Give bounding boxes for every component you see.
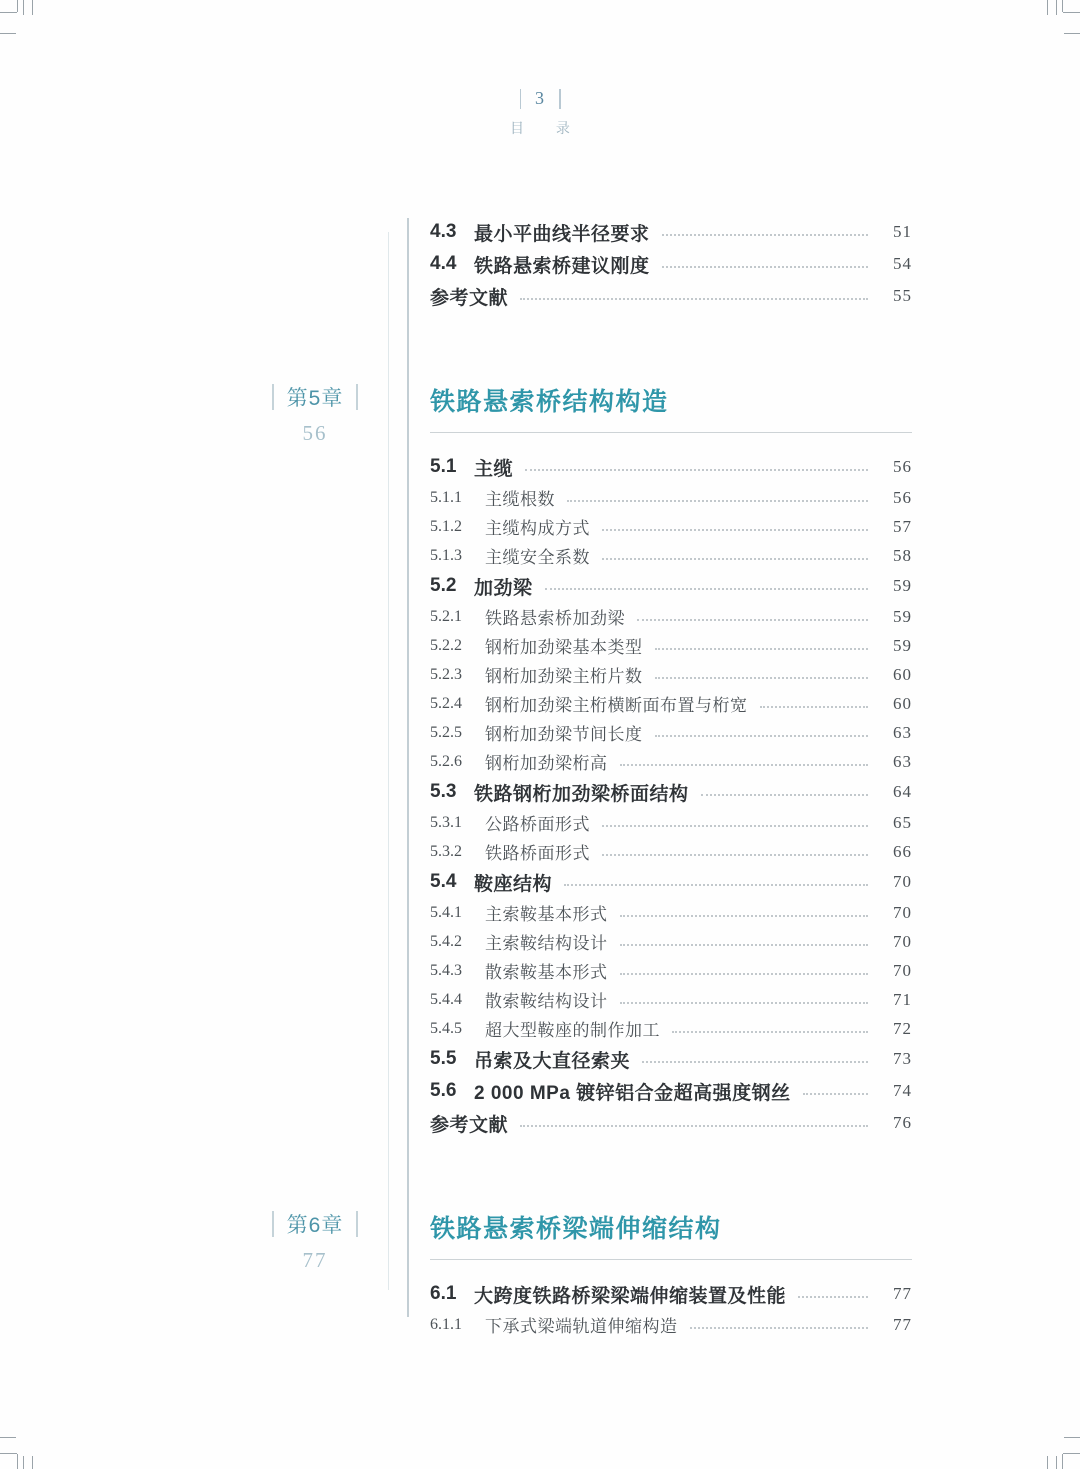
toc-entry-list (430, 451, 912, 1139)
entry-page-number: 71 (893, 989, 912, 1009)
entry-number: 5.3.1 (430, 813, 462, 831)
entry-number: 5.6 (430, 1080, 457, 1101)
chapter-label (240, 1209, 390, 1239)
entry-title: 铁路悬索桥加劲梁 (485, 609, 625, 628)
entry-title: 铁路悬索桥建议刚度 (474, 255, 650, 277)
chapter-heading (286, 384, 912, 445)
entry-page-number: 77 (893, 1314, 912, 1334)
toc-content (286, 216, 912, 1339)
entry-number: 5.2.4 (430, 694, 462, 712)
entry-title: 散索鞍结构设计 (485, 992, 608, 1011)
toc-entry (430, 1107, 912, 1139)
entry-page-number: 63 (893, 751, 912, 771)
folio-tick-right (559, 89, 561, 109)
dot-leader (602, 825, 868, 827)
entry-title: 主缆根数 (485, 490, 555, 509)
toc-entry (430, 660, 912, 689)
dot-leader (620, 1002, 869, 1004)
entry-title: 主缆 (474, 458, 514, 480)
entry-title: 鞍座结构 (474, 873, 553, 895)
chapter-label-text: 第5章 (286, 387, 344, 410)
entry-page-number: 59 (893, 606, 912, 626)
toc-entry (430, 776, 912, 808)
entry-number: 5.4.2 (430, 932, 462, 950)
dot-leader (620, 764, 869, 766)
entry-number: 5.3 (430, 781, 457, 802)
entry-title: 参考文献 (430, 287, 509, 309)
chapter-tick-left (272, 384, 274, 410)
toc-entry (430, 483, 912, 512)
entry-page-number: 59 (893, 576, 912, 595)
entry-page-number: 72 (893, 1018, 912, 1038)
dot-leader (525, 469, 868, 471)
toc-entry (430, 1014, 912, 1043)
entry-page-number: 60 (893, 693, 912, 713)
entry-page-number: 63 (893, 722, 912, 742)
chapter-tick-right (356, 1211, 358, 1237)
entry-title: 超大型鞍座的制作加工 (485, 1021, 660, 1040)
toc-entry (430, 866, 912, 898)
toc-entry (430, 451, 912, 483)
entry-title: 散索鞍基本形式 (485, 963, 608, 982)
chapter-title: 铁路悬索桥梁端伸缩结构 (430, 1215, 722, 1243)
dot-leader (567, 500, 868, 502)
entry-title: 参考文献 (430, 1114, 509, 1136)
entry-number: 5.1 (430, 456, 457, 477)
dot-leader (655, 735, 869, 737)
chapter-start-page: 56 (302, 421, 328, 445)
chapter-heading (286, 1211, 912, 1272)
chapter-label (240, 382, 390, 412)
dot-leader (545, 588, 868, 590)
dot-leader (798, 1296, 868, 1298)
entry-number: 5.4.4 (430, 990, 462, 1008)
dot-leader (602, 558, 868, 560)
toc-entry (430, 808, 912, 837)
entry-title: 钢桁加劲梁节间长度 (485, 725, 643, 744)
entry-title: 钢桁加劲梁基本类型 (485, 638, 643, 657)
toc-entry (430, 541, 912, 570)
entry-number: 5.2 (430, 575, 457, 596)
entry-title: 钢桁加劲梁主桁横断面布置与桁宽 (485, 696, 748, 715)
entry-number: 5.3.2 (430, 842, 462, 860)
page-header (0, 88, 1080, 138)
chapter-side (240, 382, 390, 446)
toc-entry (430, 837, 912, 866)
entry-number: 5.1.1 (430, 488, 462, 506)
chapter-side (240, 1209, 390, 1273)
entry-number: 5.4 (430, 871, 457, 892)
toc-entry (430, 1075, 912, 1107)
toc-entry (430, 718, 912, 747)
toc-entry (430, 985, 912, 1014)
vertical-rule (407, 218, 409, 1317)
entry-page-number: 70 (893, 931, 912, 951)
toc-entry-list (430, 216, 912, 312)
toc-entry (430, 956, 912, 985)
folio (0, 88, 1080, 109)
entry-number: 5.5 (430, 1048, 457, 1069)
entry-number: 5.4.1 (430, 903, 462, 921)
entry-number: 5.4.3 (430, 961, 462, 979)
dot-leader (602, 854, 868, 856)
entry-number: 6.1 (430, 1283, 457, 1304)
entry-page-number: 58 (893, 545, 912, 565)
entry-title: 铁路桥面形式 (485, 844, 590, 863)
entry-number: 5.2.2 (430, 636, 462, 654)
entry-title: 钢桁加劲梁主桁片数 (485, 667, 643, 686)
dot-leader (637, 619, 868, 621)
entry-page-number: 65 (893, 812, 912, 832)
entry-title: 最小平曲线半径要求 (474, 223, 650, 245)
dot-leader (701, 794, 868, 796)
entry-title: 公路桥面形式 (485, 815, 590, 834)
entry-number: 4.3 (430, 221, 457, 242)
entry-page-number: 60 (893, 664, 912, 684)
entry-page-number: 55 (893, 286, 912, 305)
dot-leader (642, 1061, 868, 1063)
entry-page-number: 70 (893, 960, 912, 980)
toc-title: 目 录 (510, 120, 584, 136)
dot-leader (690, 1327, 869, 1329)
entry-number: 5.2.6 (430, 752, 462, 770)
entry-title: 大跨度铁路桥梁梁端伸缩装置及性能 (474, 1285, 787, 1307)
entry-page-number: 70 (893, 872, 912, 891)
dot-leader (620, 944, 869, 946)
entry-page-number: 74 (893, 1081, 912, 1100)
toc-entry (430, 512, 912, 541)
dot-leader (520, 298, 868, 300)
dot-leader (662, 234, 868, 236)
dot-leader (655, 677, 869, 679)
entry-number: 5.2.1 (430, 607, 462, 625)
chapter-title-rule (430, 432, 912, 433)
dot-leader (620, 915, 869, 917)
chapter-tick-right (356, 384, 358, 410)
entry-number: 5.4.5 (430, 1019, 462, 1037)
entry-page-number: 57 (893, 516, 912, 536)
entry-number: 5.1.3 (430, 546, 462, 564)
entry-title: 加劲梁 (474, 577, 533, 599)
toc-entry (430, 1278, 912, 1310)
entry-title: 2 000 MPa 镀锌铝合金超高强度钢丝 (474, 1082, 791, 1104)
entry-title: 钢桁加劲梁桁高 (485, 754, 608, 773)
entry-title: 铁路钢桁加劲梁桥面结构 (474, 783, 689, 805)
entry-page-number: 59 (893, 635, 912, 655)
dot-leader (564, 884, 868, 886)
dot-leader (803, 1093, 868, 1095)
toc-entry (430, 216, 912, 248)
toc-entry (430, 1043, 912, 1075)
entry-number: 5.2.5 (430, 723, 462, 741)
toc-entry (430, 1310, 912, 1339)
entry-page-number: 76 (893, 1113, 912, 1132)
entry-page-number: 66 (893, 841, 912, 861)
page-number: 3 (535, 88, 545, 108)
entry-page-number: 64 (893, 782, 912, 801)
entry-number: 5.2.3 (430, 665, 462, 683)
entry-page-number: 56 (893, 457, 912, 476)
entry-page-number: 73 (893, 1049, 912, 1068)
chapter-title-rule (430, 1259, 912, 1260)
toc-entry-list (430, 1278, 912, 1339)
entry-number: 6.1.1 (430, 1315, 462, 1333)
entry-title: 下承式梁端轨道伸缩构造 (485, 1317, 678, 1336)
dot-leader (760, 706, 869, 708)
toc-entry (430, 927, 912, 956)
dot-leader (620, 973, 869, 975)
toc-entry (430, 898, 912, 927)
toc-entry (430, 602, 912, 631)
toc-entry (430, 631, 912, 660)
toc-entry (430, 747, 912, 776)
toc-entry (430, 248, 912, 280)
chapter-start-page: 77 (302, 1248, 328, 1272)
entry-title: 主缆安全系数 (485, 548, 590, 567)
entry-page-number: 56 (893, 487, 912, 507)
entry-number: 4.4 (430, 253, 457, 274)
entry-title: 主索鞍结构设计 (485, 934, 608, 953)
entry-page-number: 51 (893, 222, 912, 241)
dot-leader (520, 1125, 868, 1127)
toc-entry (430, 570, 912, 602)
entry-page-number: 54 (893, 254, 912, 273)
chapter-tick-left (272, 1211, 274, 1237)
entry-title: 主索鞍基本形式 (485, 905, 608, 924)
entry-title: 主缆构成方式 (485, 519, 590, 538)
entry-page-number: 77 (893, 1284, 912, 1303)
chapter-label-text: 第6章 (286, 1214, 344, 1237)
dot-leader (672, 1031, 868, 1033)
entry-number: 5.1.2 (430, 517, 462, 535)
toc-entry (430, 689, 912, 718)
chapter-title: 铁路悬索桥结构构造 (430, 388, 669, 416)
folio-tick-left (520, 89, 522, 109)
dot-leader (662, 266, 868, 268)
entry-title: 吊索及大直径索夹 (474, 1050, 631, 1072)
toc-entry (430, 280, 912, 312)
dot-leader (602, 529, 868, 531)
dot-leader (655, 648, 869, 650)
entry-page-number: 70 (893, 902, 912, 922)
